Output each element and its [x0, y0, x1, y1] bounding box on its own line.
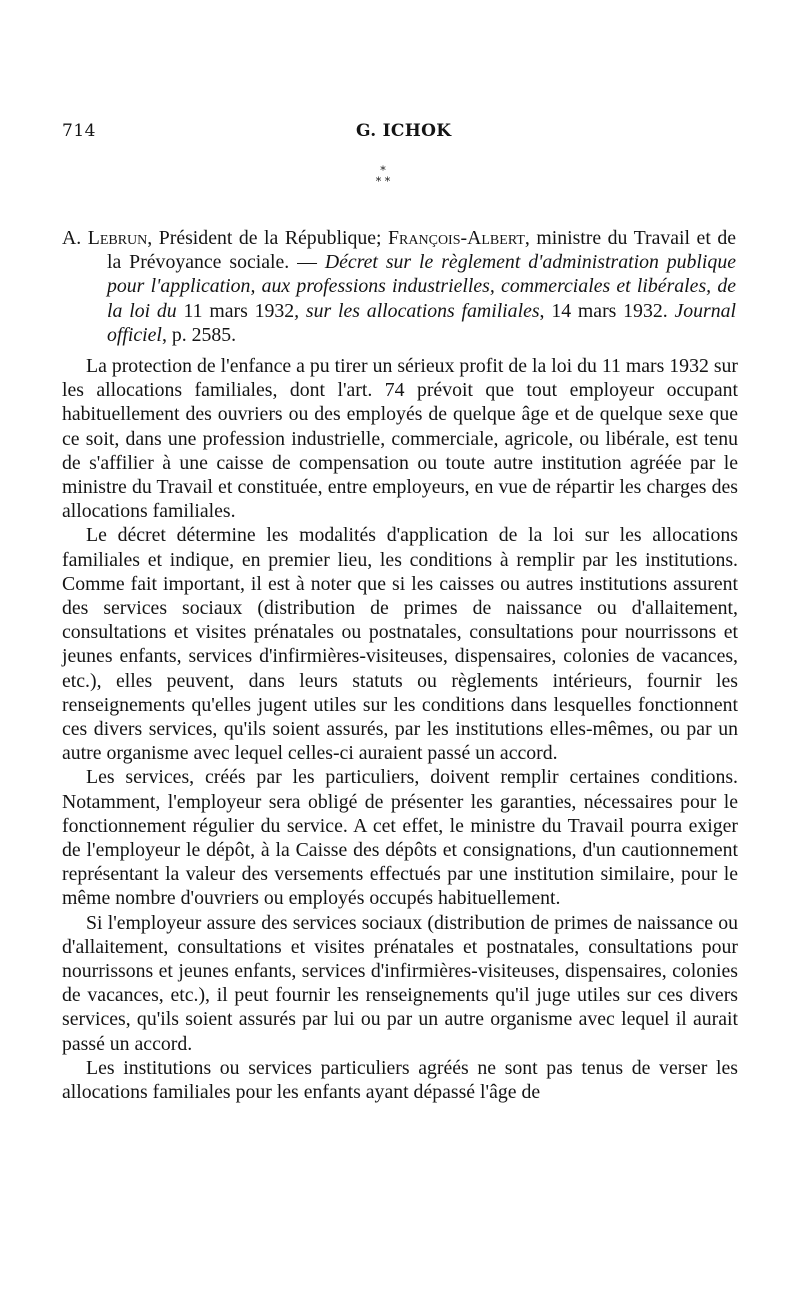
- paragraph: Le décret détermine les modalités d'application de la loi sur les allocations familiales et indique, en premier lieu, les conditions à remplir par les institutions. Comme fait important, il est à noter que si les caisses ou autres institutions assurent des services sociaux (distribution de primes de naissance ou d'allaitement, consultations et visites prénatales ou postnatales, consultations pour nourrissons et jeunes enfants, services d'infirmières-visiteuses, dispensaires, colonies de vacances, etc.), elles peuvent, dans leurs statuts ou règlements intérieurs, fournir les renseignements qu'elles jugent utiles sur les conditions dans lesquelles fonctionnent ces divers services, qu'ils soient assurés, par les institutions elles-mêmes, ou par un autre organisme avec lequel celles-ci auraient passé un accord.: [62, 524, 738, 765]
- citation-author: A. Lebrun: [62, 227, 148, 249]
- paragraph: Les services, créés par les particuliers, doivent remplir certaines conditions. Notamment, l'employeur sera obligé de présenter les garanties, nécessaires pour le fonctionnement régulier du service. A cet effet, le ministre du Travail pourra exiger de l'employeur le dépôt, à la Caisse des dépôts et consignations, d'un cautionnement représentant la valeur des versements effectués par une institution similaire, pour le même nombre d'ouvriers ou employés occupés habituellement.: [62, 766, 738, 910]
- running-head: [62, 121, 738, 145]
- citation-author-role: , Président de la République;: [147, 227, 389, 249]
- paragraph: Si l'employeur assure des services sociaux (distribution de primes de naissance ou d'allaitement, consultations et visites prénatales et postnatales, consultations pour nourrissons et jeunes enfants, services d'infirmières-visiteuses, dispensaires, colonies de vacances, etc.), il peut fournir les renseignements qu'il juge utiles sur ces divers services, qu'ils soient assurés par lui ou par un autre organisme avec lequel il aurait passé un accord.: [62, 911, 738, 1055]
- asterism-bottom: * *: [375, 175, 391, 188]
- decree-citation: [62, 226, 736, 347]
- citation-journal: Journal officiel: [107, 299, 737, 346]
- citation-page-ref: , p. 2585.: [161, 323, 237, 346]
- asterism-top: *: [380, 164, 386, 177]
- citation-date-dot: .: [662, 299, 675, 322]
- citation-date: 14 mars 1932: [551, 299, 663, 322]
- citation-minister-role: , ministre du Travail et de la Prévoyance sociale. —: [107, 227, 736, 274]
- paragraph: La protection de l'enfance a pu tirer un sérieux profit de la loi du 11 mars 1932 sur les allocations familiales, dont l'art. 74 prévoit que tout employeur occupant habituellement des ouvriers ou des employés de quelque âge et de quelque sexe que ce soit, dans une profession industrielle, commerciale, agricole, ou libérale, est tenu de s'affilier à une caisse de compensation ou toute autre institution agréée par le ministre du Travail et constituée, entre employeurs, en vue de répartir les charges des allocations familiales.: [62, 355, 738, 523]
- page-number: 714: [62, 121, 96, 141]
- paragraph: Les institutions ou services particuliers agréés ne sont pas tenus de verser les allocations familiales pour les enfants ayant dépassé l'âge de: [62, 1056, 738, 1104]
- citation-title-part2: , sur les allocations familiales: [294, 299, 540, 322]
- body-text: [62, 354, 738, 1104]
- citation-title-part1: Décret sur le règlement d'administration publique pour l'application, aux professions industrielles, commerciales et libérales, de la loi du: [107, 251, 736, 322]
- citation-date-sep: ,: [539, 299, 552, 322]
- asterism-separator: [368, 165, 398, 191]
- running-head-author: G. ICHOK: [356, 121, 452, 141]
- citation-minister: François-Albert: [388, 227, 525, 249]
- citation-law-date: 11 mars 1932: [183, 299, 295, 322]
